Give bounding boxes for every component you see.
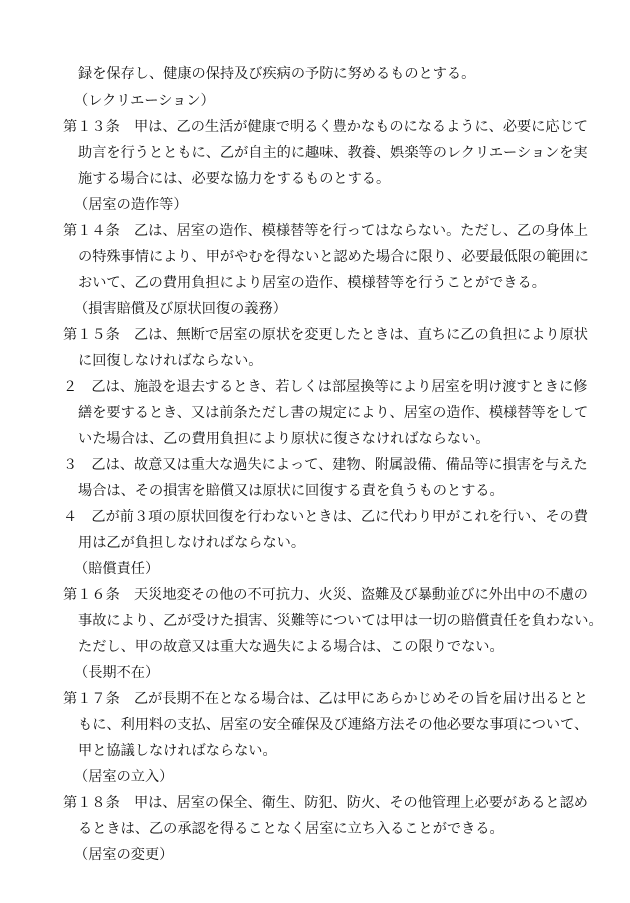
- text-line: 繕を要するとき、又は前条ただし書の規定により、居室の造作、模様替等をして: [78, 405, 589, 421]
- text-line: 事故により、乙が受けた損害、災難等については甲は一切の賠償責任を負わない。: [78, 613, 603, 629]
- text-line: ただし、甲の故意又は重大な過失による場合は、この限りでない。: [78, 639, 504, 655]
- article-line: 第１５条 乙は、無断で居室の原状を変更したときは、直ちに乙の負担により原状: [63, 327, 588, 343]
- paragraph-line: ４ 乙が前３項の原状回復を行わないときは、乙に代わり甲がこれを行い、その費: [63, 509, 588, 525]
- article-line: 第１７条 乙が長期不在となる場合は、乙は甲にあらかじめその旨を届け出るとと: [63, 691, 588, 707]
- text-line: 場合は、その損害を賠償又は原状に回復する責を負うものとする。: [78, 483, 504, 499]
- text-line: おいて、乙の費用負担により居室の造作、模様替等を行うことができる。: [78, 275, 546, 291]
- text-line: 甲と協議しなければならない。: [78, 743, 277, 759]
- section-heading: （長期不在）: [74, 665, 160, 681]
- text-line: るときは、乙の承認を得ることなく居室に立ち入ることができる。: [78, 821, 504, 837]
- text-line: 助言を行うとともに、乙が自主的に趣味、教養、娯楽等のレクリエーションを実: [78, 145, 588, 161]
- paragraph-line: ３ 乙は、故意又は重大な過失によって、建物、附属設備、備品等に損害を与えた: [63, 457, 588, 473]
- text-line: 用は乙が負担しなければならない。: [78, 535, 306, 551]
- article-line: 第１８条 甲は、居室の保全、衛生、防犯、防火、その他管理上必要があると認め: [63, 795, 588, 811]
- article-line: 第１３条 甲は、乙の生活が健康で明るく豊かなものになるように、必要に応じて: [63, 119, 588, 135]
- section-heading: （損害賠償及び原状回復の義務）: [74, 301, 287, 317]
- text-line: 録を保存し、健康の保持及び疾病の予防に努めるものとする。: [78, 66, 476, 82]
- section-heading: （居室の立入）: [74, 769, 174, 785]
- text-line: 施する場合には、必要な協力をするものとする。: [78, 171, 391, 187]
- paragraph-line: ２ 乙は、施設を退去するとき、若しくは部屋換等により居室を明け渡すときに修: [63, 379, 588, 395]
- section-heading: （居室の変更）: [74, 847, 174, 863]
- text-line: いた場合は、乙の費用負担により原状に復さなければならない。: [78, 431, 490, 447]
- text-line: もに、利用料の支払、居室の安全確保及び連絡方法その他必要な事項について、: [78, 717, 589, 733]
- section-heading: （レクリエーション）: [74, 93, 215, 109]
- text-line: に回復しなければならない。: [78, 353, 263, 369]
- article-line: 第１４条 乙は、居室の造作、模様替等を行ってはならない。ただし、乙の身体上: [63, 223, 588, 239]
- text-line: の特殊事情により、甲がやむを得ないと認めた場合に限り、必要最低限の範囲に: [78, 249, 589, 265]
- section-heading: （賠償責任）: [74, 561, 160, 577]
- section-heading: （居室の造作等）: [74, 197, 188, 213]
- article-line: 第１６条 天災地変その他の不可抗力、火災、盗難及び暴動並びに外出中の不慮の: [63, 587, 588, 603]
